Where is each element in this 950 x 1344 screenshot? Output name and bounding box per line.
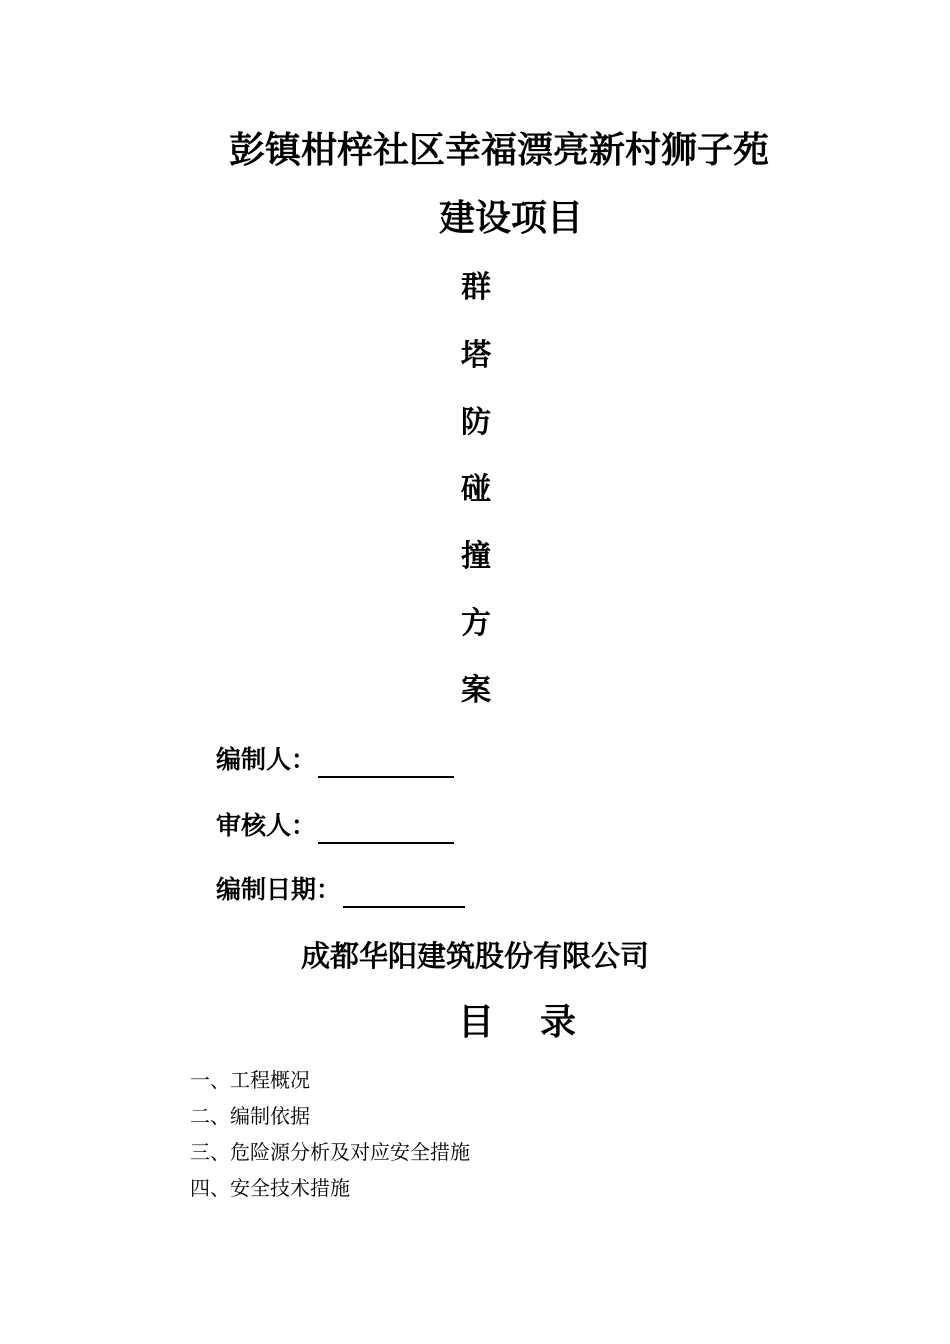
toc-title — [458, 1000, 576, 1044]
vertical-title-char-7: 案 — [461, 673, 491, 708]
toc-item[interactable]: 四、安全技术措施 — [190, 1176, 350, 1200]
vertical-title-char-6: 方 — [461, 606, 491, 641]
vertical-title-char-1: 群 — [461, 270, 491, 305]
compiler-blank — [318, 750, 454, 778]
vertical-title-char-4: 碰 — [461, 472, 491, 507]
toc-item[interactable]: 三、危险源分析及对应安全措施 — [190, 1140, 470, 1164]
toc-title-right: 录 — [540, 1001, 577, 1043]
toc-title-left: 目 — [458, 1001, 495, 1043]
vertical-title-char-2: 塔 — [461, 338, 491, 373]
cover-title-line-1: 彭镇柑梓社区幸福漂亮新村狮子苑 — [228, 129, 769, 171]
compiler-label: 编制人： — [216, 745, 317, 774]
toc-item[interactable]: 二、编制依据 — [190, 1104, 310, 1128]
reviewer-blank — [318, 816, 454, 844]
vertical-title-char-5: 撞 — [461, 539, 491, 574]
date-label: 编制日期： — [216, 875, 342, 904]
cover-title-line-2: 建设项目 — [438, 197, 583, 239]
date-field — [216, 872, 465, 908]
reviewer-field — [216, 808, 454, 844]
toc-item[interactable]: 一、工程概况 — [190, 1068, 310, 1092]
reviewer-label: 审核人： — [216, 811, 317, 840]
date-blank — [343, 880, 465, 908]
compiler-field — [216, 742, 454, 778]
vertical-title-char-3: 防 — [461, 405, 491, 440]
company-name: 成都华阳建筑股份有限公司 — [300, 939, 649, 973]
